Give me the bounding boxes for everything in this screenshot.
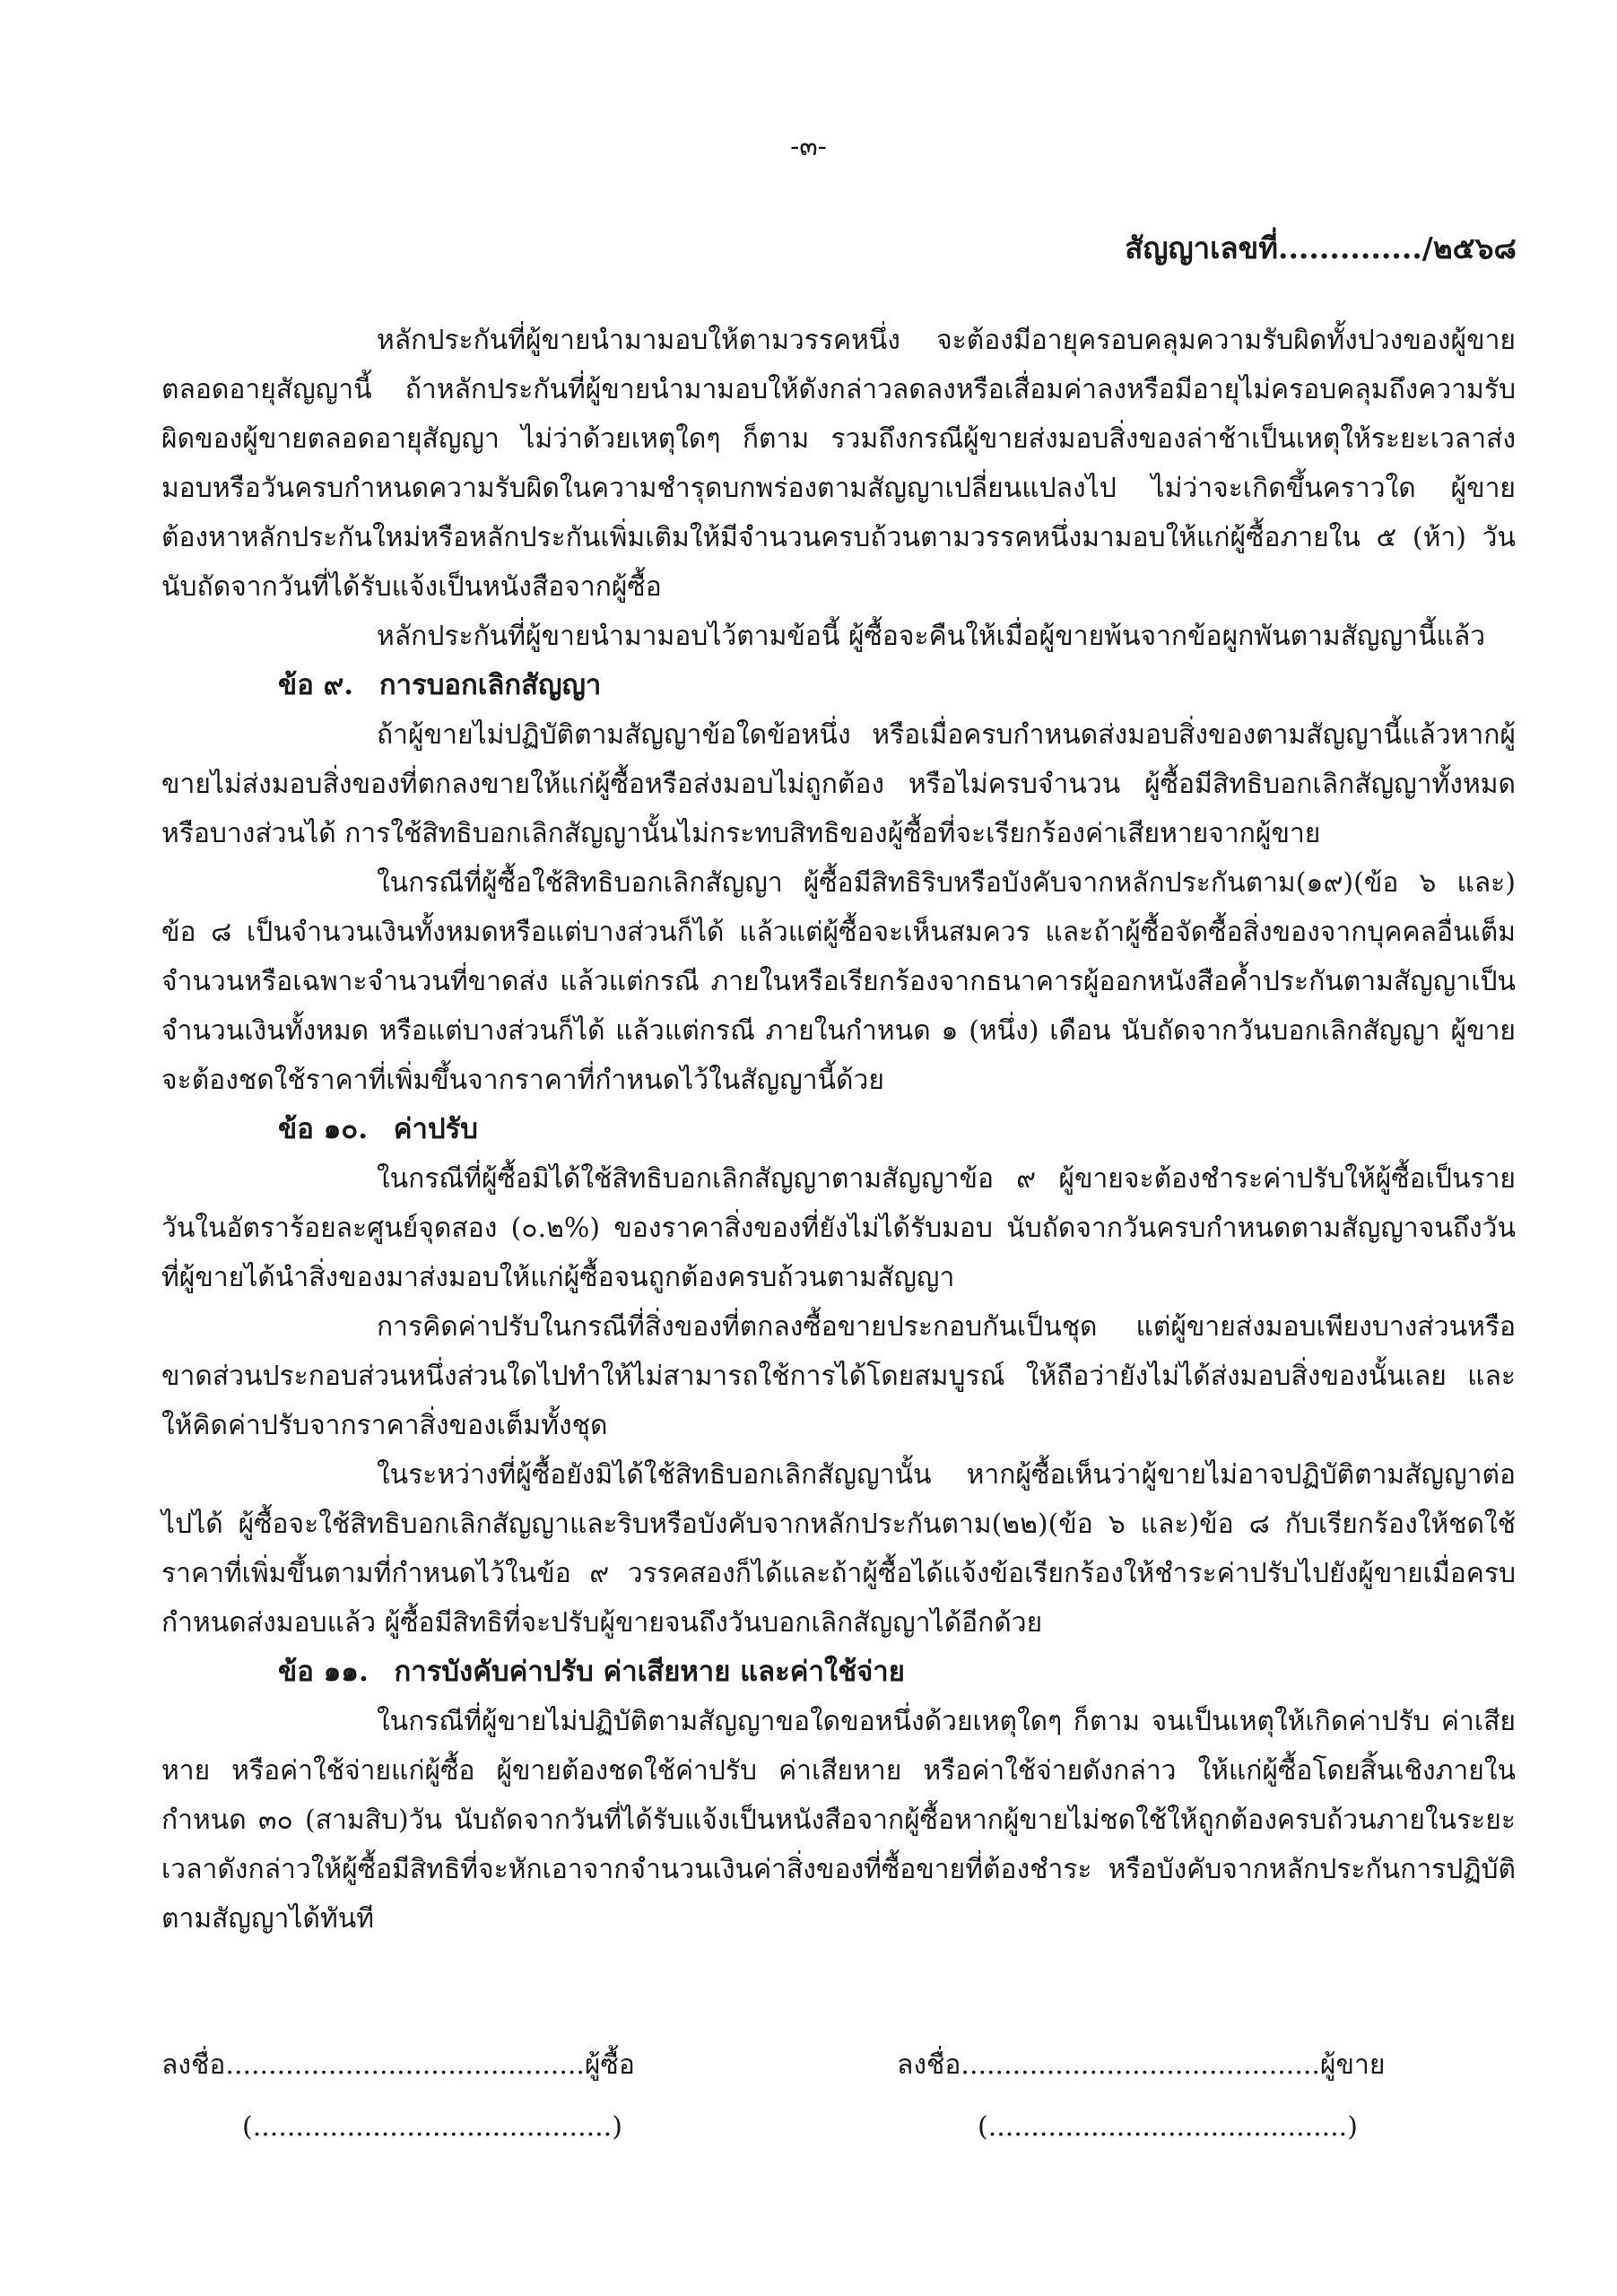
paragraph: ในระหว่างที่ผู้ซื้อยังมิได้ใช้สิทธิบอกเลิกสัญญานั้น หากผู้ซื้อเห็นว่าผู้ขายไม่อาจปฏิบัติตามสัญญาต่อไปได้ ผู้ซื้อจะใช้สิทธิบอกเลิกสัญญาและริบหรือบังคับจากหลักประกันตาม(๒๒)(ข้อ ๖ และ)ข้อ ๘ กับเรียกร้องให้ชดใช้ราคาที่เพิ่มขึ้นตามที่กำหนดไว้ในข้อ ๙ วรรคสองก็ได้และถ้าผู้ซื้อได้แจ้งข้อเรียกร้องให้ชำระค่าปรับไปยังผู้ขายเมื่อครบกำหนดส่งมอบแล้ว ผู้ซื้อมีสิทธิที่จะปรับผู้ขายจนถึงวันบอกเลิกสัญญาได้อีกด้วย (161, 1459, 1516, 1639)
seller-name-line: (..........................................) (978, 2111, 1358, 2143)
clause-heading-10 (161, 1105, 1516, 1154)
contract-number: สัญญาเลขที่............../๒๕๖๘ (1125, 230, 1517, 265)
buyer-signature-line: ลงชื่อ..........................................ผู้ซื้อ (161, 2049, 635, 2081)
paragraph: ในกรณีที่ผู้ซื้อใช้สิทธิบอกเลิกสัญญา ผู้ซื้อมีสิทธิริบหรือบังคับจากหลักประกันตาม(๑๙)(ข้อ ๖ และ) ข้อ ๘ เป็นจำนวนเงินทั้งหมดหรือแต่บางส่วนก็ได้ แล้วแต่ผู้ซื้อจะเห็นสมควร และถ้าผู้ซื้อจัดซื้อสิ่งของจากบุคคลอื่นเต็มจำนวนหรือเฉพาะจำนวนที่ขาดส่ง แล้วแต่กรณี ภายในหรือเรียกร้องจากธนาคารผู้ออกหนังสือค้ำประกันตามสัญญาเป็นจำนวนเงินทั้งหมด หรือแต่บางส่วนก็ได้ แล้วแต่กรณี ภายในกำหนด ๑ (หนึ่ง) เดือน นับถัดจากวันบอกเลิกสัญญา ผู้ขายจะต้องชดใช้ราคาที่เพิ่มขึ้นจากราคาที่กำหนดไว้ในสัญญานี้ด้วย (161, 867, 1516, 1096)
clause-title: การบอกเลิกสัญญา (378, 669, 602, 701)
clause-number: ข้อ ๑๑. (278, 1656, 369, 1688)
paragraph-collateral-return: หลักประกันที่ผู้ขายนำมามอบไว้ตามข้อนี้ ผู้ซื้อจะคืนให้เมื่อผู้ขายพ้นจากข้อผูกพันตามสัญญานี้แล้ว (377, 621, 1486, 652)
page-number: -๓- (790, 131, 827, 162)
paragraph: การคิดค่าปรับในกรณีที่สิ่งของที่ตกลงซื้อขายประกอบกันเป็นชุด แต่ผู้ขายส่งมอบเพียงบางส่วนหรือขาดส่วนประกอบส่วนหนึ่งส่วนใดไปทำให้ไม่สามารถใช้การได้โดยสมบูรณ์ ให้ถือว่ายังไม่ได้ส่งมอบสิ่งของนั้นเลย และให้คิดค่าปรับจากราคาสิ่งของเต็มทั้งชุด (161, 1311, 1516, 1441)
clause-number: ข้อ ๑๐. (278, 1113, 368, 1145)
clause-heading-11 (161, 1648, 1516, 1697)
buyer-signature-block (161, 2040, 717, 2152)
clause-heading-9 (161, 661, 1516, 710)
signature-section (161, 2040, 1516, 2184)
seller-signature-line: ลงชื่อ..........................................ผู้ขาย (897, 2049, 1386, 2081)
seller-signature-block (897, 2040, 1453, 2152)
paragraph: ถ้าผู้ขายไม่ปฏิบัติตามสัญญาข้อใดข้อหนึ่ง หรือเมื่อครบกำหนดส่งมอบสิ่งของตามสัญญานี้แล้วหากผู้ขายไม่ส่งมอบสิ่งของที่ตกลงขายให้แก่ผู้ซื้อหรือส่งมอบไม่ถูกต้อง หรือไม่ครบจำนวน ผู้ซื้อมีสิทธิบอกเลิกสัญญาทั้งหมดหรือบางส่วนได้ การใช้สิทธิบอกเลิกสัญญานั้นไม่กระทบสิทธิของผู้ซื้อที่จะเรียกร้องค่าเสียหายจากผู้ขาย (161, 719, 1516, 849)
paragraph-collateral-validity: หลักประกันที่ผู้ขายนำมามอบให้ตามวรรคหนึ่ง จะต้องมีอายุครอบคลุมความรับผิดทั้งปวงของผู้ขายตลอดอายุสัญญานี้ ถ้าหลักประกันที่ผู้ขายนำมามอบให้ดังกล่าวลดลงหรือเสื่อมค่าลงหรือมีอายุไม่ครอบคลุมถึงความรับผิดของผู้ขายตลอดอายุสัญญา ไม่ว่าด้วยเหตุใดๆ ก็ตาม รวมถึงกรณีผู้ขายส่งมอบสิ่งของล่าช้าเป็นเหตุให้ระยะเวลาส่งมอบหรือวันครบกำหนดความรับผิดในความชำรุดบกพร่องตามสัญญาเปลี่ยนแปลงไป ไม่ว่าจะเกิดขึ้นคราวใด ผู้ขายต้องหาหลักประกันใหม่หรือหลักประกันเพิ่มเติมให้มีจำนวนครบถ้วนตามวรรคหนึ่งมามอบให้แก่ผู้ซื้อภายใน ๕ (ห้า) วัน นับถัดจากวันที่ได้รับแจ้งเป็นหนังสือจากผู้ซื้อ (161, 325, 1516, 603)
paragraph: ในกรณีที่ผู้ซื้อมิได้ใช้สิทธิบอกเลิกสัญญาตามสัญญาข้อ ๙ ผู้ขายจะต้องชำระค่าปรับให้ผู้ซื้อเป็นรายวันในอัตราร้อยละศูนย์จุดสอง (๐.๒%) ของราคาสิ่งของที่ยังไม่ได้รับมอบ นับถัดจากวันครบกำหนดตามสัญญาจนถึงวันที่ผู้ขายได้นำสิ่งของมาส่งมอบให้แก่ผู้ซื้อจนถูกต้องครบถ้วนตามสัญญา (161, 1163, 1516, 1293)
clause-number: ข้อ ๙. (278, 669, 354, 701)
clause-title: ค่าปรับ (393, 1113, 478, 1145)
paragraph: ในกรณีที่ผู้ขายไม่ปฏิบัติตามสัญญาขอใดขอหนึ่งด้วยเหตุใดๆ ก็ตาม จนเป็นเหตุให้เกิดค่าปรับ ค่าเสียหาย หรือค่าใช้จ่ายแก่ผู้ซื้อ ผู้ขายต้องชดใช้ค่าปรับ ค่าเสียหาย หรือค่าใช้จ่ายดังกล่าว ให้แก่ผู้ซื้อโดยสิ้นเชิงภายในกำหนด ๓๐ (สามสิบ)วัน นับถัดจากวันที่ได้รับแจ้งเป็นหนังสือจากผู้ซื้อหากผู้ขายไม่ชดใช้ให้ถูกต้องครบถ้วนภายในระยะเวลาดังกล่าวให้ผู้ซื้อมีสิทธิที่จะหักเอาจากจำนวนเงินค่าสิ่งของที่ซื้อขายที่ต้องชำระ หรือบังคับจากหลักประกันการปฏิบัติตามสัญญาได้ทันที (161, 1706, 1516, 1935)
contract-body (161, 316, 1516, 1944)
clause-title: การบังคับค่าปรับ ค่าเสียหาย และค่าใช้จ่าย (394, 1656, 905, 1688)
buyer-name-line: (..........................................) (242, 2111, 622, 2143)
